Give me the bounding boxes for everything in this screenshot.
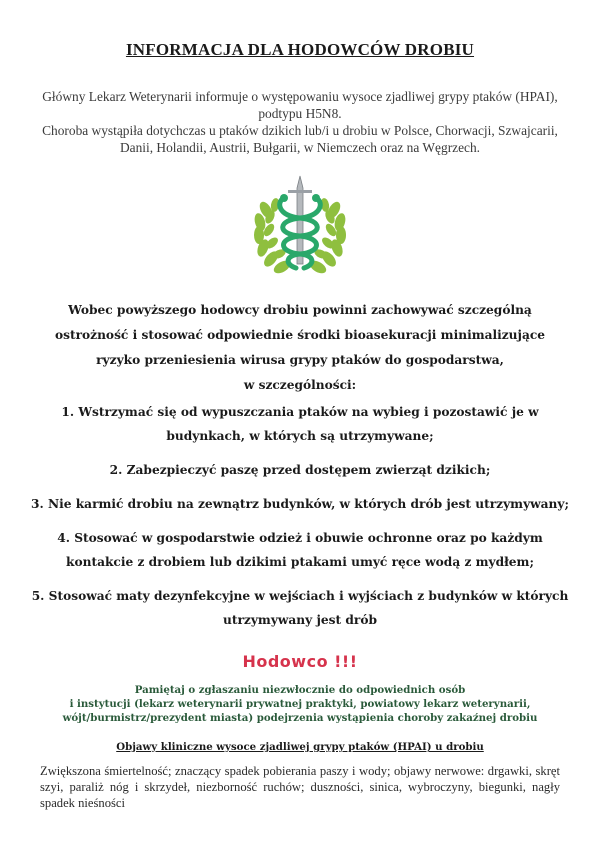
notice-line-1: Pamiętaj o zgłaszaniu niezwłocznie do odpowiednich osób — [134, 684, 466, 696]
recommendations-list — [30, 400, 570, 642]
symptoms-heading: Objawy kliniczne wysoce zjadliwej grypy ptaków (HPAI) u drobiu — [116, 741, 484, 753]
lead-paragraph — [40, 298, 560, 398]
symptoms-text: Zwiększona śmiertelność; znaczący spadek pobierania paszy i wody; objawy nerwowe: drgawki, skręt szyi, paraliż nóg i skrzydeł, niezborność ruchów; duszności, sinica, wybroczyny, biegunki, nagły spadek nieśności — [40, 764, 560, 810]
intro-text — [40, 88, 560, 156]
veterinary-emblem-icon — [244, 172, 356, 284]
intro-line-1: Główny Lekarz Weterynarii informuje o występowaniu wysoce zjadliwej grypy ptaków (HPAI), podtypu H5N8. — [42, 89, 558, 121]
notice-paragraph — [20, 683, 580, 725]
laurel-left-icon — [253, 197, 292, 275]
page-title: INFORMACJA DLA HODOWCÓW DROBIU — [125, 40, 475, 59]
list-item: 5. Stosować maty dezynfekcyjne w wejściach i wyjściach z budynków w których utrzymywany jest drób — [31, 589, 569, 627]
list-item: 3. Nie karmić drobiu na zewnątrz budynków, w których drób jest utrzymywany; — [31, 497, 569, 511]
laurel-right-icon — [308, 197, 347, 275]
list-item: 2. Zabezpieczyć paszę przed dostępem zwierząt dzikich; — [109, 463, 491, 477]
intro-line-2: Choroba wystąpiła dotychczas u ptaków dzikich lub/i u drobiu w Polsce, Chorwacji, Szwajcarii, Danii, Holandii, Austrii, Bułgarii, w Niemczech oraz na Węgrzech. — [42, 123, 558, 155]
alert-heading: Hodowco !!! — [242, 652, 358, 671]
lead-line-3: ryzyko przeniesienia wirusa grypy ptaków do gospodarstwa, — [96, 353, 504, 367]
lead-line-2: ostrożność i stosować odpowiednie środki bioasekuracji minimalizujące — [54, 328, 546, 342]
list-item: 1. Wstrzymać się od wypuszczania ptaków na wybieg i pozostawić je w budynkach, w których są utrzymywane; — [61, 405, 539, 443]
notice-line-2: i instytucji (lekarz weterynarii prywatnej praktyki, powiatowy lekarz weterynarii, — [69, 698, 531, 710]
lead-line-1: Wobec powyższego hodowcy drobiu powinni zachowywać szczególną — [68, 303, 532, 317]
lead-line-4: w szczególności: — [243, 378, 357, 392]
list-item: 4. Stosować w gospodarstwie odzież i obuwie ochronne oraz po każdym kontakcie z drobiem lub dzikimi ptakami umyć ręce wodą z mydłem; — [57, 531, 543, 569]
notice-line-3: wójt/burmistrz/prezydent miasta) podejrzenia wystąpienia choroby zakaźnej drobiu — [62, 712, 538, 724]
